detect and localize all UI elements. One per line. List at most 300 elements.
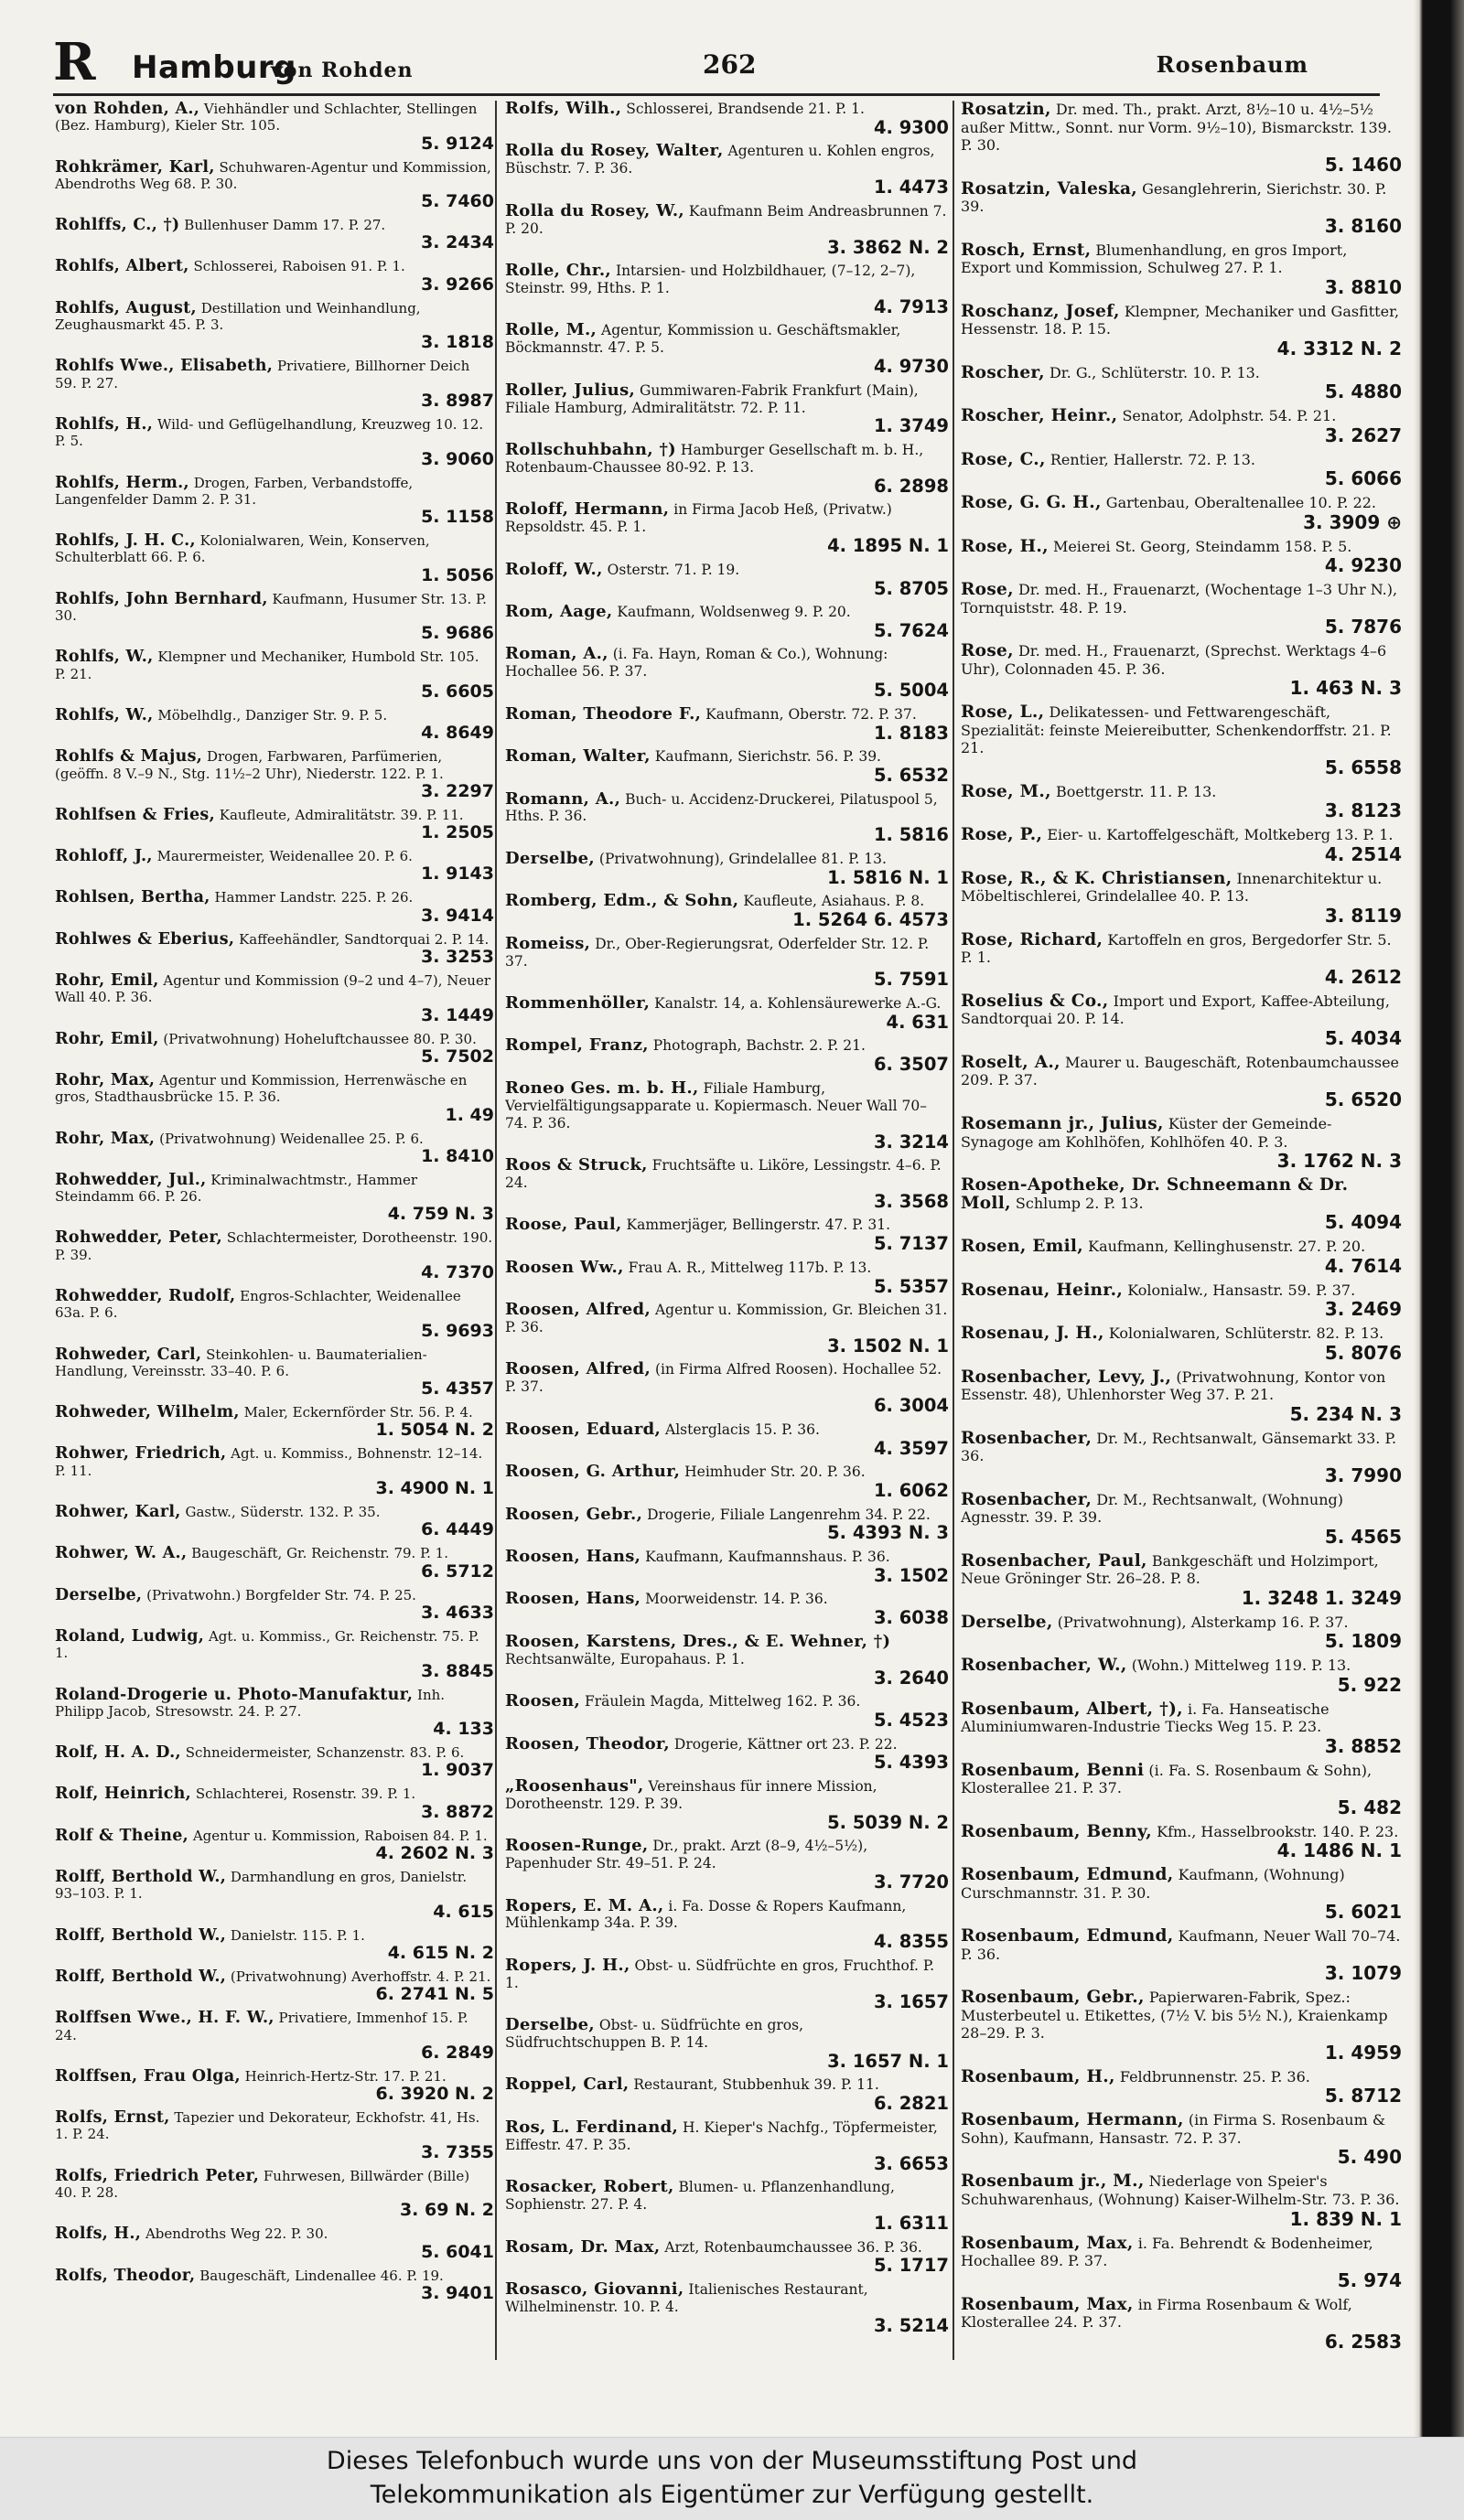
listing-entry [505, 1736, 949, 1773]
listing-entry [505, 851, 949, 887]
phone-number: 3. 2640 [873, 1667, 949, 1689]
listing-entry [961, 1552, 1402, 1608]
listing-name: Rolf, Heinrich, [55, 1785, 192, 1804]
listing-name: Rohweder, Carl, [55, 1346, 202, 1364]
page-header [53, 32, 1380, 96]
listing-entry [505, 562, 949, 598]
listing-entry [505, 442, 949, 496]
listing-details: Kolonialw., Hansastr. 59. P. 37. [1127, 1281, 1356, 1299]
listing-name: Rosen-Apotheke, Dr. Schneemann & Dr. Moll, [961, 1176, 1349, 1213]
listing-details: Bullenhuser Damm 17. P. 27. [184, 217, 386, 234]
listing-name: Rohlwes & Eberius, [55, 930, 235, 949]
listing-name: Rosenbaum, Max, [961, 2234, 1134, 2253]
listing-details: Drogerie, Filiale Langenrehm 34. P. 22. [647, 1506, 931, 1523]
listing-details: Agentur u. Kommission, Gr. Bleichen 31. P. 36. [505, 1302, 948, 1336]
listing-name: Rose, H., [961, 537, 1049, 556]
listing-entry [55, 2068, 494, 2104]
listing-details: Maurer u. Baugeschäft, Rotenbaumchaussee 209. P. 37. [961, 1053, 1399, 1089]
phone-number: 4. 9230 [1324, 554, 1402, 576]
listing-details: Buch- u. Accidenz-Druckerei, Pilatuspool 5, Hths. P. 36. [505, 790, 938, 825]
phone-number: 3. 4900 N. 1 [375, 1478, 494, 1499]
listing-name: Rolff, Berthold W., [55, 1869, 227, 1887]
listing-details: i. Fa. Dosse & Ropers Kaufmann, Mühlenkamp 34a. P. 39. [505, 1897, 907, 1932]
listing-details: Schlachterei, Rosenstr. 39. P. 1. [195, 1785, 416, 1803]
listing-entry [505, 501, 949, 555]
phone-number: 4. 2602 N. 3 [375, 1843, 494, 1864]
listing-entry [961, 1700, 1402, 1756]
listing-details: Frau A. R., Mittelweg 117b. P. 13. [628, 1259, 872, 1276]
listing-entry [505, 1157, 949, 1211]
phone-number: 4. 3597 [873, 1437, 949, 1459]
listing-details: Schlosserei, Brandsende 21. P. 1. [626, 101, 865, 117]
listing-entry [961, 2172, 1402, 2228]
phone-number: 1. 8410 [421, 1145, 494, 1166]
listing-name: Rolff, Berthold W., [55, 1926, 227, 1945]
listing-name: Rohlsen, Bertha, [55, 889, 210, 907]
listing-details: Arzt, Rotenbaumchaussee 36. P. 36. [664, 2238, 922, 2256]
phone-number: 5. 6520 [1324, 1088, 1402, 1110]
listing-entry [55, 707, 494, 743]
listing-details: Baugeschäft, Gr. Reichenstr. 79. P. 1. [191, 1545, 448, 1562]
listing-details: Kaufmann, Kaufmannshaus. P. 36. [645, 1548, 890, 1565]
listing-name: Rosenbaum jr., M., [961, 2172, 1145, 2192]
listing-name: Rosatzin, Valeska, [961, 179, 1138, 198]
phone-number: 3. 1762 N. 3 [1276, 1150, 1402, 1172]
listing-details: Dr. M., Rechtsanwalt, Gänsemarkt 33. P. 36. [961, 1429, 1397, 1465]
listing-name: Roosen, Gebr., [505, 1506, 643, 1524]
listing-name: Rompel, Franz, [505, 1037, 649, 1056]
notice-line-1: Dieses Telefonbuch wurde uns von der Museumsstiftung Post und [326, 2447, 1138, 2475]
phone-number: 3. 9060 [421, 448, 494, 469]
phone-number: 5. 1809 [1324, 1630, 1402, 1652]
listing-details: Schuhwaren-Agentur und Kommission, Abendroths Weg 68. P. 30. [55, 158, 491, 192]
phone-number: 1. 5056 [421, 564, 494, 585]
phone-number: 5. 490 [1337, 2146, 1402, 2168]
listing-entry [961, 1238, 1402, 1276]
listing-name: Rosatzin, [961, 101, 1051, 119]
listing-entry [55, 2168, 494, 2221]
listing-details: Moorweidenstr. 14. P. 36. [645, 1591, 828, 1608]
phone-number: 3. 9266 [421, 273, 494, 295]
phone-number: 6. 2741 N. 5 [375, 1984, 494, 2005]
directory-column-2 [505, 101, 949, 2360]
listing-name: Rohwedder, Jul., [55, 1171, 207, 1189]
listing-name: Ros, L. Ferdinand, [505, 2118, 679, 2137]
listing-entry [961, 303, 1402, 359]
listing-details: (in Firma S. Rosenbaum & Sohn), Kaufmann, Hansastr. 72. P. 37. [961, 2111, 1386, 2147]
listing-name: Roosen Ww., [505, 1259, 624, 1277]
listing-entry [961, 1115, 1402, 1171]
phone-number: 3. 1657 [873, 1990, 949, 2012]
phone-number: 5. 9693 [421, 1320, 494, 1341]
phone-number: 3. 2627 [1324, 424, 1402, 445]
listing-entry [55, 2268, 494, 2303]
listing-details: i. Fa. Behrendt & Bodenheimer, Hochallee 89. P. 37. [961, 2234, 1373, 2270]
phone-number: 3. 3909 ⊕ [1303, 510, 1402, 532]
phone-number: 6. 2821 [873, 2093, 949, 2114]
phone-number: 5. 922 [1337, 1673, 1402, 1695]
phone-number: 5. 482 [1337, 1796, 1402, 1818]
listing-details: (Privatwohnung, Kontor von Essenstr. 48), Uhlenhorster Weg 37. P. 21. [961, 1367, 1386, 1404]
listing-entry [961, 2068, 1402, 2107]
phone-number: 5. 6558 [1324, 756, 1402, 777]
listing-details: Bankgeschäft und Holzimport, Neue Gröninger Str. 26–28. P. 8. [961, 1551, 1379, 1588]
listing-entry [961, 783, 1402, 821]
listing-entry [55, 1587, 494, 1623]
listing-name: Rolla du Rosey, Walter, [505, 143, 724, 161]
listing-entry [55, 1504, 494, 1539]
listing-entry [55, 159, 494, 212]
listing-details: (Privatwohnung) Weidenallee 25. P. 6. [159, 1130, 424, 1147]
listing-entry [505, 1080, 949, 1152]
listing-details: (i. Fa. S. Rosenbaum & Sohn), Klosterallee 21. P. 37. [961, 1761, 1372, 1797]
range-start: von Rohden [271, 59, 414, 82]
phone-number: 6. 4449 [421, 1519, 494, 1540]
phone-number: 1. 5264 6. 4573 [792, 909, 949, 930]
listing-name: Rose, M., [961, 782, 1051, 801]
listing-name: Rohweder, Wilhelm, [55, 1404, 240, 1422]
listing-details: (Privatwohnung) Averhoffstr. 4. P. 21. [230, 1968, 491, 1985]
listing-details: Innenarchitektur u. Möbeltischlerei, Grindelallee 40. P. 13. [961, 869, 1383, 906]
phone-number: 3. 8872 [421, 1801, 494, 1822]
listing-name: Rose, L., [961, 703, 1045, 723]
listing-name: Roscher, Heinr., [961, 407, 1118, 426]
section-letter: R [53, 32, 96, 92]
column-divider [495, 101, 497, 2360]
phone-number: 5. 4393 [873, 1752, 949, 1773]
listing-name: Romberg, Edm., & Sohn, [505, 893, 739, 911]
directory-column-3 [961, 101, 1402, 2360]
phone-number: 3. 3253 [421, 947, 494, 968]
listing-details: Blumen- u. Pflanzenhandlung, Sophienstr. 27. P. 4. [505, 2179, 895, 2214]
phone-number: 3. 8119 [1324, 904, 1402, 926]
listing-entry [55, 2010, 494, 2063]
listing-entry [961, 538, 1402, 576]
listing-details: Gesanglehrerin, Sierichstr. 30. P. 39. [961, 179, 1387, 216]
listing-entry [505, 2281, 949, 2335]
phone-number: 1. 839 N. 1 [1289, 2207, 1402, 2229]
phone-number: 4. 2612 [1324, 965, 1402, 987]
listing-entry [505, 791, 949, 845]
listing-details: Fruchtsäfte u. Liköre, Lessingstr. 4–6. P. 24. [505, 1157, 942, 1191]
phone-number: 3. 2469 [1324, 1298, 1402, 1320]
phone-number: 6. 2849 [421, 2042, 494, 2063]
listing-entry [961, 1176, 1402, 1232]
listing-details: in Firma Jacob Heß, (Privatw.) Repsoldstr. 45. P. 1. [505, 501, 892, 536]
listing-name: Roschanz, Josef, [961, 302, 1120, 321]
phone-number: 5. 4565 [1324, 1525, 1402, 1547]
phone-number: 5. 8712 [1324, 2085, 1402, 2107]
phone-number: 5. 5039 N. 2 [827, 1811, 949, 1833]
listing-details: Baugeschäft, Lindenallee 46. P. 19. [199, 2267, 444, 2284]
listing-entry [961, 703, 1402, 777]
listing-entry [505, 1549, 949, 1585]
listing-details: Agt. u. Kommiss., Bohnenstr. 12–14. P. 11. [55, 1445, 483, 1479]
listing-entry [505, 382, 949, 436]
phone-number: 5. 5004 [873, 680, 949, 701]
phone-number: 5. 7460 [421, 191, 494, 212]
listing-entry [55, 217, 494, 252]
listing-name: Rosenbaum, Edmund, [961, 1866, 1174, 1885]
listing-name: Rose, Richard, [961, 930, 1103, 949]
phone-number: 3. 1079 [1324, 1962, 1402, 1984]
listing-entry [505, 936, 949, 990]
listing-name: Rose, [961, 642, 1014, 661]
listing-name: Rolf & Theine, [55, 1827, 189, 1845]
phone-number: 3. 1502 N. 1 [827, 1335, 949, 1357]
listing-name: Rosasco, Giovanni, [505, 2280, 684, 2299]
listing-entry [961, 931, 1402, 987]
listing-details: Gastw., Süderstr. 132. P. 35. [185, 1504, 381, 1521]
listing-details: Delikatessen- und Fettwarengeschäft, Spezialität: feinste Meiereibutter, Schenkendorffstr. 21. P. 21. [961, 703, 1392, 757]
listing-details: Kaufmann, Oberstr. 72. P. 37. [705, 705, 917, 723]
listing-entry [55, 300, 494, 353]
listing-entry [505, 1464, 949, 1500]
phone-number: 5. 7137 [873, 1233, 949, 1254]
listing-name: Rosenbaum, Gebr., [961, 1989, 1145, 2008]
listing-entry [961, 180, 1402, 236]
phone-number: 3. 7355 [421, 2141, 494, 2162]
listing-details: Dr. med. Th., prakt. Arzt, 8½–10 u. 4½–5½ außer Mittw., Sonnt. nur Vorm. 9½–10), Bismarckstr. 139. P. 30. [961, 101, 1392, 155]
listing-details: Fräulein Magda, Mittelweg 162. P. 36. [584, 1693, 861, 1710]
phone-number: 3. 8987 [421, 390, 494, 411]
listing-name: Rohr, Max, [55, 1130, 156, 1148]
listing-entry [505, 2179, 949, 2233]
listing-name: Rohlfs, H., [55, 415, 154, 434]
listing-details: Drogen, Farbwaren, Parfümerien, (geöffn. 8 V.–9 N., Stg. 11½–2 Uhr), Niederstr. 122. P. 1. [55, 748, 444, 782]
phone-number: 4. 9730 [873, 356, 949, 377]
listing-name: Rolfs, Friedrich Peter, [55, 2167, 260, 2185]
listing-details: Möbelhdlg., Danziger Str. 9. P. 5. [157, 706, 388, 724]
listing-details: Dr. med. H., Frauenarzt, (Wochentage 1–3 Uhr N.), Tornquiststr. 48. P. 19. [961, 581, 1398, 617]
listing-details: Heimhuder Str. 20. P. 36. [684, 1464, 866, 1481]
listing-details: Danielstr. 115. P. 1. [230, 1926, 365, 1944]
listing-details: Kanalstr. 14, a. Kohlensäurewerke A.-G. [654, 994, 942, 1012]
listing-details: Obst- u. Südfrüchte en gros, Südfruchtschuppen B. P. 14. [505, 2017, 804, 2052]
listing-details: Kartoffeln en gros, Bergedorfer Str. 5. P. 1. [961, 930, 1392, 967]
listing-details: Gartenbau, Oberaltenallee 10. P. 22. [1105, 494, 1377, 512]
listing-details: Heinrich-Hertz-Str. 17. P. 21. [244, 2067, 447, 2085]
listing-name: Roosen-Runge, [505, 1838, 649, 1856]
phone-number: 5. 1158 [421, 507, 494, 528]
listing-name: Rohlfs Wwe., Elisabeth, [55, 358, 274, 376]
listing-details: Dr., Ober-Regierungsrat, Oderfelder Str. 12. P. 37. [505, 935, 930, 970]
listing-details: (i. Fa. Hayn, Roman & Co.), Wohnung: Hochallee 56. P. 37. [505, 646, 888, 681]
listing-entry [505, 1302, 949, 1356]
listing-entry [505, 604, 949, 640]
listing-entry [961, 1762, 1402, 1818]
listing-name: Rohlffs, C., †) [55, 217, 180, 235]
listing-name: Rohlfs, J. H. C., [55, 532, 196, 551]
listing-name: von Rohden, A., [55, 101, 200, 118]
listing-name: Roosen, Karstens, Dres., & E. Wehner, †) [505, 1633, 891, 1651]
listing-entry [55, 1828, 494, 1863]
listing-name: Roman, Theodore F., [505, 705, 702, 724]
listing-entry [961, 826, 1402, 864]
phone-number: 5. 1460 [1324, 153, 1402, 175]
listing-details: Kolonialwaren, Schlüterstr. 82. P. 13. [1108, 1324, 1384, 1343]
listing-entry [505, 706, 949, 743]
listing-entry [961, 451, 1402, 489]
listing-entry [55, 807, 494, 842]
listing-details: Dr., prakt. Arzt (8–9, 4½–5½), Papenhuder Str. 49–51. P. 24. [505, 1838, 868, 1872]
phone-number: 4. 759 N. 3 [387, 1204, 494, 1225]
listing-name: Rosenbaum, Benni [961, 1761, 1145, 1780]
listing-entry [55, 748, 494, 801]
listing-name: Rose, P., [961, 826, 1043, 845]
listing-details: Papierwaren-Fabrik, Spez.: Musterbeutel u. Etikettes, (7½ V. bis 5½ N.), Kraienkamp 28–29. P. 3. [961, 1989, 1388, 2043]
listing-details: Agentur, Kommission u. Geschäftsmakler, Böckmannstr. 47. P. 5. [505, 322, 901, 357]
listing-entry [55, 1927, 494, 1963]
listing-entry [55, 2225, 494, 2261]
phone-number: 3. 2434 [421, 232, 494, 253]
listing-details: Engros-Schlachter, Weidenallee 63a. P. 6. [55, 1287, 461, 1322]
listing-name: Rose, R., & K. Christiansen, [961, 869, 1233, 888]
listing-entry [505, 1591, 949, 1627]
listing-entry [961, 2296, 1402, 2352]
listing-name: Rosenbacher, [961, 1429, 1093, 1448]
listing-entry [961, 642, 1402, 698]
listing-entry [55, 1072, 494, 1125]
listing-details: Restaurant, Stubbenhuk 39. P. 11. [633, 2076, 879, 2094]
listing-details: Kfm., Hasselbrookstr. 140. P. 23. [1157, 1822, 1399, 1840]
listing-entry [505, 1217, 949, 1253]
listing-entry [961, 1054, 1402, 1110]
phone-number: 1. 9037 [421, 1760, 494, 1781]
listing-name: Rosenbaum, Edmund, [961, 1927, 1174, 1946]
listing-entry [55, 416, 494, 469]
phone-number: 5. 8076 [1324, 1341, 1402, 1363]
phone-number: 6. 3507 [873, 1054, 949, 1075]
phone-number: 3. 8810 [1324, 275, 1402, 297]
listing-name: Rosenbacher, Levy, J., [961, 1367, 1172, 1387]
listing-name: Rosam, Dr. Max, [505, 2238, 661, 2257]
listing-details: Hammer Landstr. 225. P. 26. [214, 889, 414, 906]
listing-name: Rohlfs, W., [55, 649, 154, 667]
listing-details: Fuhrwesen, Billwärder (Bille) 40. P. 28. [55, 2167, 470, 2201]
listing-details: i. Fa. Hanseatische Aluminiumwaren-Industrie Tiecks Weg 15. P. 23. [961, 1700, 1329, 1736]
listing-entry [55, 649, 494, 702]
listing-name: Rolle, M., [505, 322, 597, 340]
listing-details: Osterstr. 71. P. 19. [607, 561, 740, 578]
column-divider [953, 101, 954, 2360]
listing-details: Niederlage von Speier's Schuhwarenhaus, (Wohnung) Kaiser-Wilhelm-Str. 73. P. 36. [961, 2172, 1400, 2208]
listing-details: Schlachtermeister, Dorotheenstr. 190. P. 39. [55, 1229, 493, 1263]
listing-details: Kammerjäger, Bellingerstr. 47. P. 31. [626, 1217, 891, 1234]
listing-details: Kaufmann, Sierichstr. 56. P. 39. [654, 748, 881, 766]
listing-entry [55, 1545, 494, 1581]
listing-entry [55, 972, 494, 1025]
listing-details: Boettgerstr. 11. P. 13. [1055, 782, 1217, 800]
listing-entry [505, 1693, 949, 1730]
phone-number: 3. 7720 [873, 1871, 949, 1893]
phone-number: 4. 631 [886, 1011, 949, 1033]
phone-number: 4. 615 [433, 1901, 494, 1922]
listing-name: Roosen, Hans, [505, 1591, 641, 1609]
listing-entry [505, 1037, 949, 1074]
listing-name: Rosenbaum, Hermann, [961, 2111, 1184, 2130]
listing-name: Rohlfs, Herm., [55, 474, 189, 492]
listing-name: Roosen, Alfred, [505, 1302, 651, 1320]
listing-name: Roneo Ges. m. b. H., [505, 1079, 699, 1098]
listing-name: Rosenbaum, Albert, †), [961, 1700, 1183, 1719]
listing-name: Roland-Drogerie u. Photo-Manufaktur, [55, 1686, 414, 1704]
phone-number: 3. 3214 [873, 1131, 949, 1152]
listing-entry [55, 1346, 494, 1399]
listing-details: Dr. M., Rechtsanwalt, (Wohnung) Agnesstr. 39. P. 39. [961, 1490, 1343, 1527]
listing-name: Rohloff, J., [55, 848, 153, 866]
listing-entry [505, 322, 949, 376]
listing-entry [961, 1430, 1402, 1485]
listing-name: Derselbe, [55, 1586, 143, 1604]
listing-details: Privatiere, Immenhof 15. P. 24. [55, 2010, 468, 2043]
listing-entry [961, 992, 1402, 1048]
listing-details: Kaufleute, Asiahaus. P. 8. [743, 893, 925, 910]
listing-details: Agentur und Kommission, Herrenwäsche en gros, Stadthausbrücke 15. P. 36. [55, 1071, 468, 1106]
listing-name: Rohwer, Friedrich, [55, 1445, 227, 1464]
listing-name: Roloff, Hermann, [505, 501, 670, 520]
phone-number: 1. 5816 [873, 824, 949, 845]
listing-entry [505, 1260, 949, 1296]
listing-entry [961, 2235, 1402, 2290]
listing-entry [55, 591, 494, 644]
listing-entry [55, 358, 494, 411]
phone-number: 1. 463 N. 3 [1289, 677, 1402, 699]
listing-name: Rosenbaum, H., [961, 2067, 1115, 2086]
phone-number: 3. 5214 [873, 2314, 949, 2336]
phone-number: 4. 1486 N. 1 [1276, 1839, 1402, 1861]
listing-name: Rohlfs, August, [55, 299, 197, 317]
listing-details: Feldbrunnenstr. 25. P. 36. [1119, 2067, 1310, 2086]
listing-name: Ropers, J. H., [505, 1957, 630, 1975]
listing-entry [55, 1968, 494, 2004]
listing-entry [55, 101, 494, 154]
listing-details: Rechtsanwälte, Europahaus. P. 1. [505, 1650, 745, 1667]
listing-entry [55, 1744, 494, 1780]
listing-name: Rohwer, W. A., [55, 1545, 188, 1563]
listing-entry [505, 2119, 949, 2173]
listing-details: Küster der Gemeinde-Synagoge am Kohlhöfen, Kohlhöfen 40. P. 3. [961, 1114, 1332, 1151]
listing-name: Rohlfs, Albert, [55, 258, 189, 276]
listing-details: Tapezier und Dekorateur, Eckhofstr. 41, Hs. 1. P. 24. [55, 2109, 480, 2143]
phone-number: 4. 9300 [873, 116, 949, 138]
listing-details: Schlosserei, Raboisen 91. P. 1. [193, 258, 405, 275]
listing-name: Roselius & Co., [961, 992, 1109, 1011]
listing-details: Kaufleute, Admiralitätstr. 39. P. 11. [219, 806, 464, 823]
phone-number: 3. 9401 [421, 2282, 494, 2303]
listing-name: Roose, Paul, [505, 1217, 622, 1235]
phone-number: 5. 974 [1337, 2268, 1402, 2290]
listing-name: Rohwedder, Rudolf, [55, 1287, 236, 1305]
listing-details: Destillation und Weinhandlung, Zeughausmarkt 45. P. 3. [55, 299, 421, 334]
phone-number: 5. 9124 [421, 133, 494, 154]
listing-entry [961, 1614, 1402, 1652]
phone-number: 1. 2505 [421, 822, 494, 843]
listing-details: Inh. Philipp Jacob, Stresowstr. 24. P. 27. [55, 1686, 446, 1720]
phone-number: 5. 1717 [873, 2255, 949, 2276]
listing-details: Kriminalwachtmstr., Hammer Steindamm 66. P. 26. [55, 1171, 418, 1206]
phone-number: 5. 7876 [1324, 616, 1402, 638]
listing-name: Roosen, Theodor, [505, 1735, 670, 1753]
listing-name: Roman, A., [505, 646, 608, 664]
listing-name: Rosenau, J. H., [961, 1324, 1104, 1344]
listing-name: Roselt, A., [961, 1053, 1060, 1072]
listing-entry [961, 1324, 1402, 1363]
listing-name: Roscher, [961, 363, 1045, 382]
phone-number: 3. 6038 [873, 1607, 949, 1628]
listing-details: (Privatwohnung), Alsterkamp 16. P. 37. [1057, 1613, 1349, 1631]
phone-number: 4. 7614 [1324, 1254, 1402, 1276]
